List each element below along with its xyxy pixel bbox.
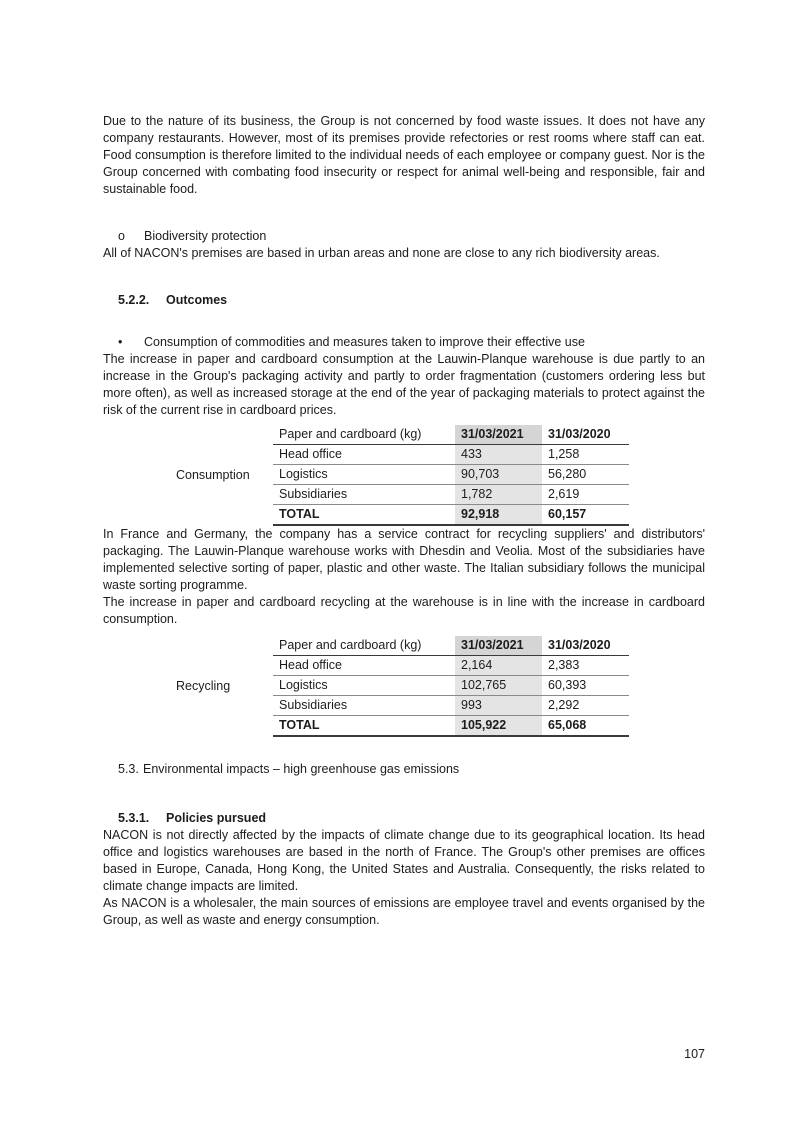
table-cell: Subsidiaries [273, 485, 455, 505]
table-total-row [273, 716, 629, 737]
heading-number: 5.3.1. [118, 811, 150, 825]
paragraph-premises: All of NACON's premises are based in urban areas and none are close to any rich biodiversity areas. [103, 246, 660, 260]
table-row-group-label: Consumption [176, 468, 250, 482]
consumption-table-block [176, 425, 705, 526]
table-row-group-label: Recycling [176, 679, 231, 693]
recycling-table [273, 636, 629, 737]
paragraph-climate: NACON is not directly affected by the impacts of climate change due to its geographical location. Its head office and logistics warehouses are based in the north of France. The Group's other premises are offices based in Europe, Canada, Hong Kong, the United States and Australia. Consequently, the risks related to climate change impacts are limited. [103, 828, 705, 893]
heading-number: 5.2.2. [118, 293, 150, 307]
consumption-table [273, 425, 629, 526]
table-cell: TOTAL [273, 716, 455, 737]
section-heading-5-3-1 [103, 810, 705, 827]
table-cell: Logistics [273, 465, 455, 485]
heading-title: Environmental impacts – high greenhouse gas emissions [143, 762, 460, 776]
table-cell: Head office [273, 656, 455, 676]
table-row [273, 465, 629, 485]
paragraph-recycling-increase: The increase in paper and cardboard recycling at the warehouse is in line with the increase in cardboard consumption. [103, 595, 705, 626]
table-cell: 56,280 [542, 465, 629, 485]
heading-title: Policies pursued [166, 811, 267, 825]
heading-title: Outcomes [166, 293, 228, 307]
paragraph-recycling-contract: In France and Germany, the company has a service contract for recycling suppliers' and distributors' packaging. The Lauwin-Planque warehouse works with Dhesdin and Veolia. Most of the subsidiaries have implemented selective sorting of paper, plastic and other waste. The Italian subsidiary follows the municipal waste sorting programme. [103, 527, 705, 592]
page-content [103, 113, 705, 929]
heading-number: 5.3. [118, 762, 139, 776]
column-header: Paper and cardboard (kg) [273, 425, 455, 445]
bullet-text: Consumption of commodities and measures taken to improve their effective use [144, 335, 585, 349]
bullet-item-consumption [103, 334, 705, 351]
paragraph-food-waste: Due to the nature of its business, the Group is not concerned by food waste issues. It does not have any company restaurants. However, most of its premises provide refectories or rest rooms where staff can eat. Food consumption is therefore limited to the individual needs of each employee or company guest. Nor is the Group concerned with combating food insecurity or respect for animal well-being and responsible, fair and sustainable food. [103, 114, 705, 196]
column-header: 31/03/2020 [542, 636, 629, 656]
column-header: Paper and cardboard (kg) [273, 636, 455, 656]
table-cell: 2,292 [542, 696, 629, 716]
bullet-item-biodiversity [103, 228, 705, 245]
page-number: 107 [684, 1047, 705, 1061]
column-header: 31/03/2021 [455, 636, 542, 656]
table-cell: 2,619 [542, 485, 629, 505]
table-cell: 433 [455, 445, 542, 465]
table-cell: Subsidiaries [273, 696, 455, 716]
table-cell: Head office [273, 445, 455, 465]
table-header-row [273, 425, 629, 445]
table-cell: 2,383 [542, 656, 629, 676]
table-cell: 60,157 [542, 505, 629, 526]
table-row [273, 656, 629, 676]
table-cell: 92,918 [455, 505, 542, 526]
section-heading-5-2-2 [103, 292, 705, 309]
table-row [273, 445, 629, 465]
recycling-table-block [176, 636, 705, 737]
table-cell: 90,703 [455, 465, 542, 485]
table-cell: 60,393 [542, 676, 629, 696]
table-cell: 105,922 [455, 716, 542, 737]
table-total-row [273, 505, 629, 526]
table-cell: TOTAL [273, 505, 455, 526]
section-heading-5-3 [103, 761, 705, 778]
table-cell: 2,164 [455, 656, 542, 676]
table-row [273, 485, 629, 505]
table-cell: 102,765 [455, 676, 542, 696]
table-cell: Logistics [273, 676, 455, 696]
column-header: 31/03/2021 [455, 425, 542, 445]
bullet-text: Biodiversity protection [144, 229, 267, 243]
table-cell: 1,782 [455, 485, 542, 505]
table-cell: 993 [455, 696, 542, 716]
table-row [273, 696, 629, 716]
column-header: 31/03/2020 [542, 425, 629, 445]
table-header-row [273, 636, 629, 656]
table-row [273, 676, 629, 696]
table-cell: 65,068 [542, 716, 629, 737]
bullet-marker: o [118, 229, 125, 243]
paragraph-wholesaler: As NACON is a wholesaler, the main sources of emissions are employee travel and events organised by the Group, as well as waste and energy consumption. [103, 896, 705, 927]
table-cell: 1,258 [542, 445, 629, 465]
bullet-marker: • [118, 335, 123, 349]
paragraph-paper-increase: The increase in paper and cardboard consumption at the Lauwin-Planque warehouse is due partly to an increase in the Group's packaging activity and partly to order fragmentation (customers ordering less but more often), as well as increased storage at the end of the year of packaging materials to protect against the risk of the current rise in cardboard prices. [103, 352, 705, 417]
